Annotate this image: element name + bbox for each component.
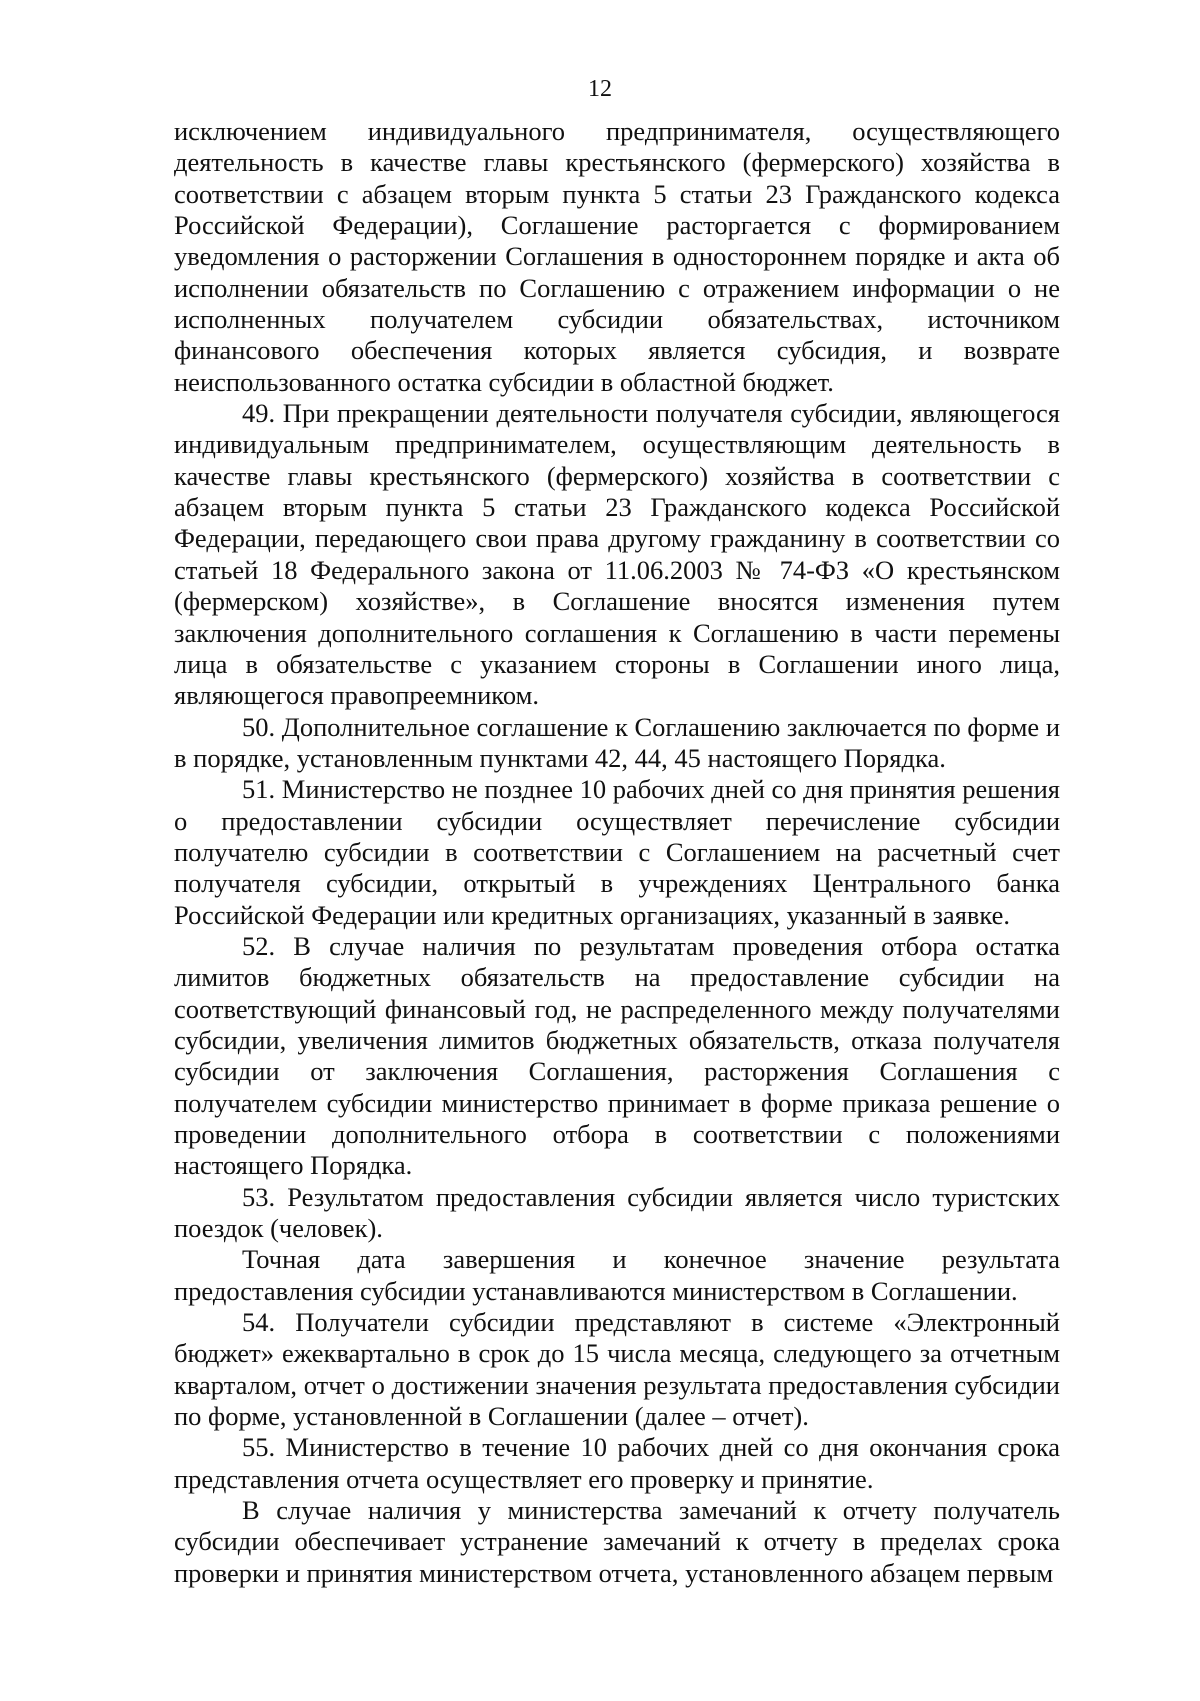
paragraph-50: 50. Дополнительное соглашение к Соглашению заключается по форме и в порядке, установленным пунктами 42, 44, 45 настоящего Порядка. bbox=[174, 711, 1060, 773]
paragraph-49: 49. При прекращении деятельности получателя субсидии, являющегося индивидуальным предпринимателем, осуществляющим деятельность в качестве главы крестьянского (фермерского) хозяйства в соответствии с абзацем вторым пункта 5 статьи 23 Гражданского кодекса Российской Федерации, передающего свои права другому гражданину в соответствии со статьей 18 Федерального закона от 11.06.2003 № 74-ФЗ «О крестьянском (фермерском) хозяйстве», в Соглашение вносятся изменения путем заключения дополнительного соглашения к Соглашению в части перемены лица в обязательстве с указанием стороны в Соглашении иного лица, являющегося правопреемником. bbox=[174, 398, 1060, 711]
paragraph-53: 53. Результатом предоставления субсидии является число туристских поездок (человек). bbox=[174, 1181, 1060, 1244]
paragraph-54: 54. Получатели субсидии представляют в системе «Электронный бюджет» ежеквартально в срок до 15 числа месяца, следующего за отчетным кварталом, отчет о достижении значения результата предоставления субсидии по форме, установленной в Соглашении (далее – отчет). bbox=[174, 1307, 1060, 1432]
paragraph-53-detail: Точная дата завершения и конечное значение результата предоставления субсидии устанавливаются министерством в Соглашении. bbox=[174, 1244, 1060, 1306]
paragraph-continuation: исключением индивидуального предпринимателя, осуществляющего деятельность в качестве главы крестьянского (фермерского) хозяйства в соответствии с абзацем вторым пункта 5 статьи 23 Гражданского кодекса Российской Федерации), Соглашение расторгается с формированием уведомления о расторжении Соглашения в одностороннем порядке и акта об исполнении обязательств по Соглашению с отражением информации о не исполненных получателем субсидии обязательствах, источником финансового обеспечения которых является субсидия, и возврате неиспользованного остатка субсидии в областной бюджет. bbox=[174, 116, 1060, 397]
document-body bbox=[174, 116, 1060, 1589]
paragraph-52: 52. В случае наличия по результатам проведения отбора остатка лимитов бюджетных обязательств на предоставление субсидии на соответствующий финансовый год, не распределенного между получателями субсидии, увеличения лимитов бюджетных обязательств, отказа получателя субсидии от заключения Соглашения, расторжения Соглашения с получателем субсидии министерство принимает в форме приказа решение о проведении дополнительного отбора в соответствии с положениями настоящего Порядка. bbox=[174, 930, 1060, 1181]
paragraph-51: 51. Министерство не позднее 10 рабочих дней со дня принятия решения о предоставлении субсидии осуществляет перечисление субсидии получателю субсидии в соответствии с Соглашением на расчетный счет получателя субсидии, открытый в учреждениях Центрального банка Российской Федерации или кредитных организациях, указанный в заявке. bbox=[174, 774, 1060, 930]
page-number: 12 bbox=[588, 76, 612, 102]
paragraph-55-remarks: В случае наличия у министерства замечаний к отчету получатель субсидии обеспечивает устранение замечаний к отчету в пределах срока проверки и принятия министерством отчета, установленного абзацем первым bbox=[174, 1495, 1060, 1588]
paragraph-55: 55. Министерство в течение 10 рабочих дней со дня окончания срока представления отчета осуществляет его проверку и принятие. bbox=[174, 1432, 1060, 1494]
